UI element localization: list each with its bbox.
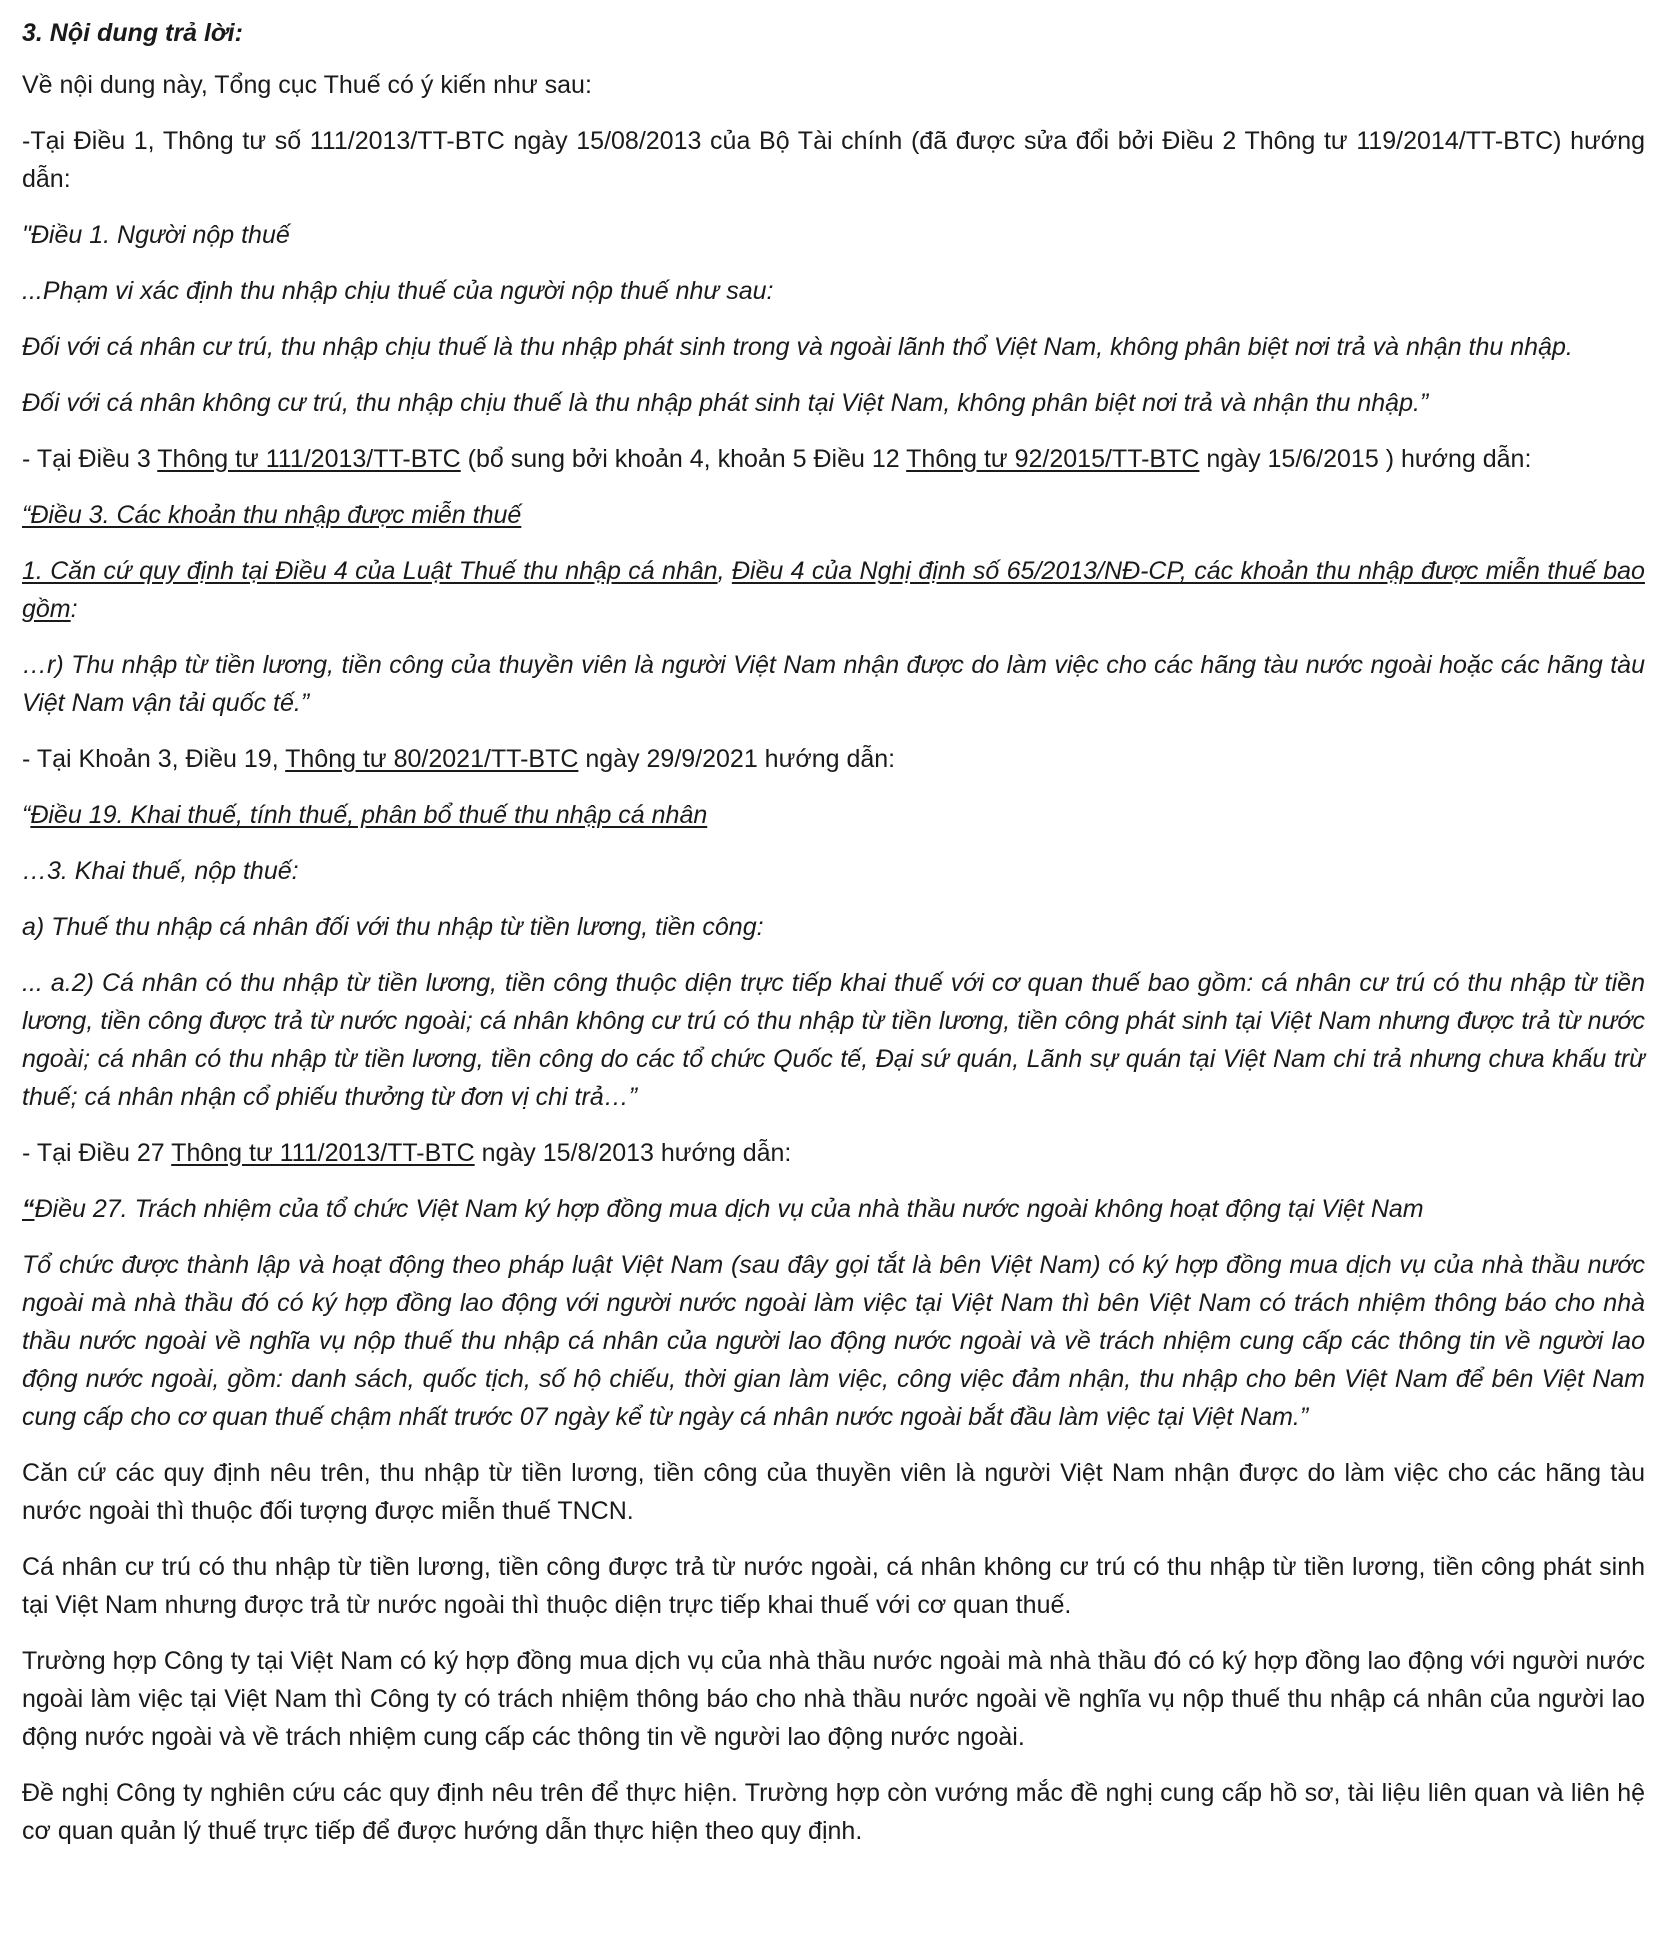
text-segment: , <box>717 557 732 585</box>
text-segment: : <box>70 595 78 623</box>
text-segment: - Tại Khoản 3, Điều 19, <box>22 745 286 773</box>
text-segment: Điều 27. Trách nhiệm của tổ chức Việt Nam ký hợp đồng mua dịch vụ của nhà thầu nước ngoài không hoạt động tại Việt Nam <box>34 1195 1424 1223</box>
quote-article-3-item-1 <box>22 552 1645 628</box>
text-segment: 1. Căn cứ quy định tại <box>22 557 276 585</box>
quote-article-1-nonresident: Đối với cá nhân không cư trú, thu nhập chịu thuế là thu nhập phát sinh tại Việt Nam, không phân biệt nơi trả và nhận thu nhập.” <box>22 389 1429 417</box>
quote-article-27-body: Tổ chức được thành lập và hoạt động theo pháp luật Việt Nam (sau đây gọi tắt là bên Việt Nam) có ký hợp đồng mua dịch vụ của nhà thầu nước ngoài mà nhà thầu đó có ký hợp đồng lao động với người nước ngoài làm việc tại Việt Nam thì bên Việt Nam có trách nhiệm thông báo cho nhà thầu nước ngoài về nghĩa vụ nộp thuế thu nhập cá nhân của người lao động nước ngoài và về trách nhiệm cung cấp các thông tin về người lao động nước ngoài, gồm: danh sách, quốc tịch, số hộ chiếu, thời gian làm việc, công việc đảm nhận, thu nhập cho bên Việt Nam để bên Việt Nam cung cấp cho cơ quan thuế chậm nhất trước 07 ngày kể từ ngày cá nhân nước ngoài bắt đầu làm việc tại Việt Nam.” <box>22 1251 1645 1431</box>
quote-article-3-title: “Điều 3. Các khoản thu nhập được miễn thuế <box>22 501 522 529</box>
document-body <box>22 14 1645 1850</box>
text-segment: ngày 15/6/2015 ) hướng dẫn: <box>1199 445 1532 473</box>
link-article-19[interactable]: Điều 19. Khai thuế, tính thuế, phân bổ thuế thu nhập cá nhân <box>30 801 708 829</box>
quote-article-27-title <box>22 1190 1645 1228</box>
text-segment: - Tại Điều 27 <box>22 1139 172 1167</box>
link-circular-111-2013[interactable]: Thông tư 111/2013/TT-BTC <box>157 445 461 473</box>
paragraph-article-27-ref <box>22 1134 1645 1172</box>
conclusion-recommendation: Đề nghị Công ty nghiên cứu các quy định nêu trên để thực hiện. Trường hợp còn vướng mắc đề nghị cung cấp hồ sơ, tài liệu liên quan và liên hệ cơ quan quản lý thuế trực tiếp để được hướng dẫn thực hiện theo quy định. <box>22 1779 1645 1845</box>
conclusion-direct-declaration: Cá nhân cư trú có thu nhập từ tiền lương, tiền công được trả từ nước ngoài, cá nhân không cư trú có thu nhập từ tiền lương, tiền công phát sinh tại Việt Nam nhưng được trả từ nước ngoài thì thuộc diện trực tiếp khai thuế với cơ quan thuế. <box>22 1553 1645 1619</box>
text-segment: ngày 15/8/2013 hướng dẫn: <box>474 1139 792 1167</box>
paragraph-article-19-ref <box>22 740 1645 778</box>
text-segment: , các khoản thu nhập được miễn thuế bao gồm <box>22 557 1645 623</box>
link-circular-111-2013-b[interactable]: Thông tư 111/2013/TT-BTC <box>171 1139 475 1167</box>
quote-article-19-point-a2: ... a.2) Cá nhân có thu nhập từ tiền lương, tiền công thuộc diện trực tiếp khai thuế với cơ quan thuế bao gồm: cá nhân cư trú có thu nhập từ tiền lương, tiền công được trả từ nước ngoài; cá nhân không cư trú có thu nhập từ tiền lương, tiền công phát sinh tại Việt Nam nhưng được trả từ nước ngoài; cá nhân có thu nhập từ tiền lương, tiền công do các tổ chức Quốc tế, Đại sứ quán, Lãnh sự quán tại Việt Nam chi trả nhưng chưa khấu trừ thuế; cá nhân nhận cổ phiếu thưởng từ đơn vị chi trả…” <box>22 969 1645 1111</box>
quote-article-19-point-a: a) Thuế thu nhập cá nhân đối với thu nhập từ tiền lương, tiền công: <box>22 913 764 941</box>
link-decree-65-2013[interactable]: Điều 4 của Nghị định số 65/2013/NĐ-CP <box>731 557 1180 585</box>
text-segment: - Tại Điều 3 <box>22 445 158 473</box>
quote-article-1-title: "Điều 1. Người nộp thuế <box>22 221 290 249</box>
quote-article-19-title <box>22 796 1645 834</box>
text-segment: “ <box>22 801 31 829</box>
link-circular-80-2021[interactable]: Thông tư 80/2021/TT-BTC <box>285 745 579 773</box>
conclusion-company-responsibility: Trường hợp Công ty tại Việt Nam có ký hợp đồng mua dịch vụ của nhà thầu nước ngoài mà nhà thầu đó có ký hợp đồng lao động với người nước ngoài làm việc tại Việt Nam thì Công ty có trách nhiệm thông báo cho nhà thầu nước ngoài về nghĩa vụ nộp thuế thu nhập cá nhân của người lao động nước ngoài và về trách nhiệm cung cấp các thông tin về người lao động nước ngoài. <box>22 1647 1645 1751</box>
section-heading: 3. Nội dung trả lời: <box>22 19 243 47</box>
paragraph-article-3-ref <box>22 440 1645 478</box>
text-segment: “ <box>22 1195 35 1223</box>
text-segment: ngày 29/9/2021 hướng dẫn: <box>578 745 896 773</box>
quote-article-19-clause-3: …3. Khai thuế, nộp thuế: <box>22 857 299 885</box>
paragraph-article-1-ref: -Tại Điều 1, Thông tư số 111/2013/TT-BTC ngày 15/08/2013 của Bộ Tài chính (đã được sửa đổi bởi Điều 2 Thông tư 119/2014/TT-BTC) hướng dẫn: <box>22 127 1645 193</box>
conclusion-seafarer-exemption: Căn cứ các quy định nêu trên, thu nhập từ tiền lương, tiền công của thuyền viên là người Việt Nam nhận được do làm việc cho các hãng tàu nước ngoài thì thuộc đối tượng được miễn thuế TNCN. <box>22 1459 1645 1525</box>
text-segment: (bổ sung bởi khoản 4, khoản 5 Điều 12 <box>460 445 907 473</box>
link-pit-law-article-4[interactable]: Điều 4 của Luật Thuế thu nhập cá nhân <box>275 557 718 585</box>
intro-paragraph: Về nội dung này, Tổng cục Thuế có ý kiến như sau: <box>22 71 592 99</box>
quote-article-3-item-r: …r) Thu nhập từ tiền lương, tiền công của thuyền viên là người Việt Nam nhận được do làm việc cho các hãng tàu nước ngoài hoặc các hãng tàu Việt Nam vận tải quốc tế.” <box>22 651 1645 717</box>
quote-article-1-resident: Đối với cá nhân cư trú, thu nhập chịu thuế là thu nhập phát sinh trong và ngoài lãnh thổ Việt Nam, không phân biệt nơi trả và nhận thu nhập. <box>22 333 1573 361</box>
quote-article-1-scope: ...Phạm vi xác định thu nhập chịu thuế của người nộp thuế như sau: <box>22 277 774 305</box>
link-circular-92-2015[interactable]: Thông tư 92/2015/TT-BTC <box>906 445 1200 473</box>
